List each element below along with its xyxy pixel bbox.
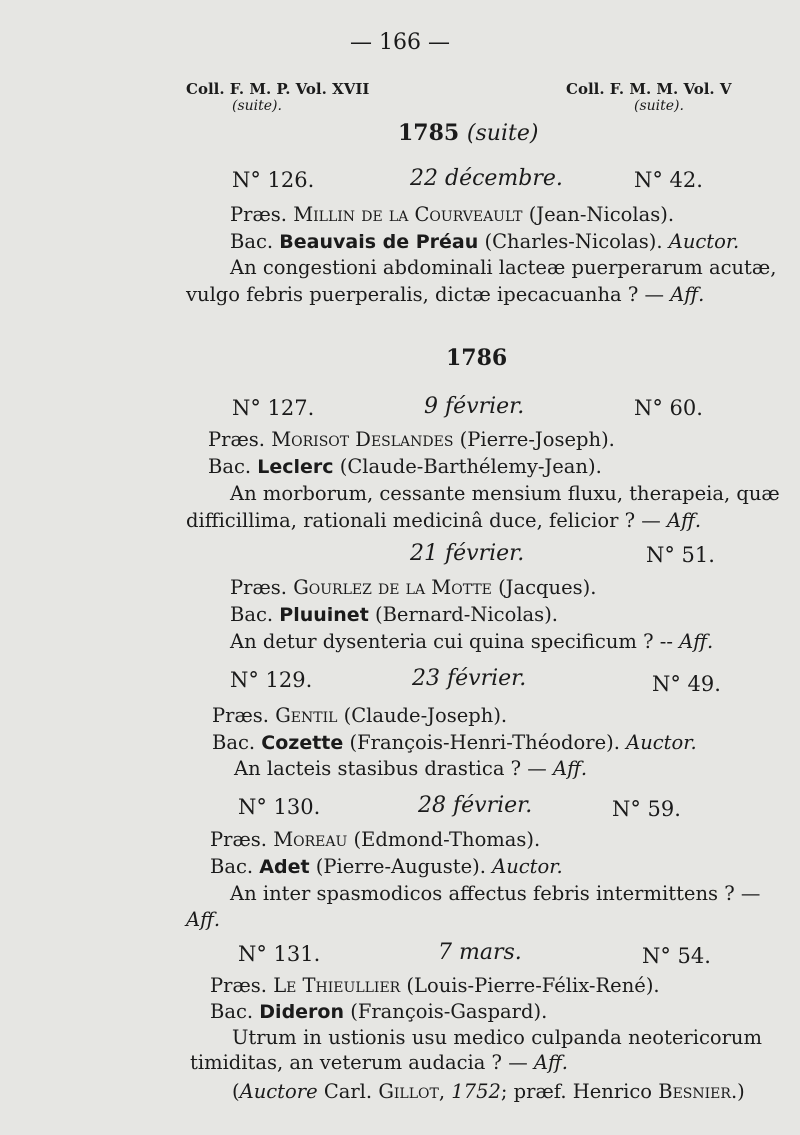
entry-130-question-line-1: An inter spasmodicos affectus febris intermittens ? — (230, 882, 761, 905)
bac-firstname: (Bernard-Nicolas). (374, 603, 558, 626)
entry-127-date: 9 février. (424, 394, 525, 419)
praeses-label: Præs. (208, 428, 265, 451)
bac-label: Bac. (212, 731, 256, 754)
entry-129-baccalaureus (212, 731, 697, 754)
praeses-name: Gourlez de la Motte (293, 576, 492, 599)
bac-name: Dideron (259, 1001, 345, 1023)
question-aff: Aff. (553, 757, 588, 780)
question-aff: Aff. (670, 283, 705, 306)
question-text: timiditas, an veterum audacia ? — (190, 1051, 528, 1074)
bac-firstname: (Claude-Barthélemy-Jean). (339, 455, 602, 478)
entry-126-baccalaureus (230, 230, 739, 253)
entry-126-question-line-1: An congestioni abdominali lacteæ puerperarum acutæ, (230, 256, 777, 279)
year-value: 1785 (398, 120, 460, 146)
entry-130-praeses (210, 828, 540, 851)
entry-127-question-line-1: An morborum, cessante mensium fluxu, therapeia, quæ (230, 482, 780, 505)
page-number: — 166 — (350, 30, 450, 55)
praeses-firstname: (Jacques). (498, 576, 597, 599)
note-close: .) (730, 1080, 745, 1103)
entry-129-number-left: N° 129. (230, 668, 313, 692)
entry-130-question-aff: Aff. (186, 908, 221, 931)
bac-label: Bac. (210, 855, 254, 878)
entry-127-number-left: N° 127. (232, 396, 315, 420)
question-aff: Aff. (667, 509, 702, 532)
praeses-name: Moreau (273, 828, 348, 851)
entry-131-question-line-1: Utrum in ustionis usu medico culpanda neotericorum (232, 1026, 762, 1049)
entry-131-baccalaureus (210, 1000, 547, 1023)
entry-131-number-left: N° 131. (238, 942, 321, 966)
note-auctore: Auctore (239, 1080, 318, 1103)
note-gillot: Gillot, (378, 1080, 446, 1103)
note-besnier: Besnier (658, 1080, 731, 1103)
entry-131-question-line-2 (190, 1051, 568, 1074)
bac-firstname: (François-Henri-Théodore). (349, 731, 620, 754)
praeses-name: Gentil (275, 704, 338, 727)
entry-126-praeses (230, 203, 674, 226)
praeses-label: Præs. (230, 203, 287, 226)
praeses-name: Le Thieullier (273, 974, 401, 997)
bac-auctor: Auctor. (492, 855, 563, 878)
entry-130-number-left: N° 130. (238, 795, 321, 819)
entry-131-praeses (210, 974, 660, 997)
entry-130-date: 28 février. (418, 793, 533, 818)
bac-firstname: (Pierre-Auguste). (315, 855, 486, 878)
question-text: vulgo febris puerperalis, dictæ ipecacuanha ? — (186, 283, 664, 306)
praeses-label: Præs. (210, 828, 267, 851)
entry-126-question-line-2 (186, 283, 704, 306)
question-aff: Aff. (533, 1051, 569, 1074)
year-suite: (suite) (466, 121, 539, 146)
bac-name: Pluuinet (279, 604, 369, 626)
bac-label: Bac. (230, 230, 274, 253)
praeses-firstname: (Louis-Pierre-Félix-René). (406, 974, 660, 997)
entry-126-number-left: N° 126. (232, 168, 315, 192)
entry-128-date: 21 février. (410, 541, 525, 566)
note-year: 1752 (451, 1080, 501, 1103)
entry-129-praeses (212, 704, 507, 727)
bac-name: Beauvais de Préau (279, 231, 479, 253)
bac-auctor: Auctor. (626, 731, 697, 754)
entry-131-date: 7 mars. (438, 940, 522, 965)
entry-127-praeses (208, 428, 615, 451)
header-left-title: Coll. F. M. P. Vol. XVII (186, 80, 370, 98)
question-text: An detur dysenteria cui quina specificum ? -- (230, 630, 673, 653)
bac-name: Cozette (261, 732, 344, 754)
entry-129-number-right: N° 49. (652, 672, 721, 696)
header-right-subtitle: (suite). (634, 98, 684, 114)
entry-128-number-right: N° 51. (646, 543, 715, 567)
entry-129-question (234, 757, 587, 780)
bac-label: Bac. (210, 1000, 254, 1023)
bac-firstname: (François-Gaspard). (350, 1000, 548, 1023)
praeses-label: Præs. (210, 974, 267, 997)
year-heading-1786: 1786 (446, 345, 508, 371)
praeses-firstname: (Pierre-Joseph). (459, 428, 615, 451)
bac-label: Bac. (208, 455, 252, 478)
note-open: ( (232, 1080, 240, 1103)
bac-firstname: (Charles-Nicolas). (484, 230, 663, 253)
entry-130-number-right: N° 59. (612, 797, 681, 821)
bac-label: Bac. (230, 603, 274, 626)
entry-128-question (230, 630, 713, 653)
entry-127-baccalaureus (208, 455, 602, 478)
praeses-name: Morisot Deslandes (271, 428, 454, 451)
header-left-subtitle: (suite). (232, 98, 282, 114)
praeses-firstname: (Jean-Nicolas). (528, 203, 675, 226)
entry-128-praeses (230, 576, 596, 599)
entry-131-number-right: N° 54. (642, 944, 711, 968)
entry-128-baccalaureus (230, 603, 558, 626)
praeses-firstname: (Edmond-Thomas). (353, 828, 541, 851)
entry-129-date: 23 février. (412, 666, 527, 691)
note-carl: Carl. (323, 1080, 373, 1103)
entry-127-question-line-2 (186, 509, 701, 532)
year-heading-1785 (398, 120, 538, 146)
question-text: An lacteis stasibus drastica ? — (234, 757, 547, 780)
bac-name: Leclerc (257, 456, 334, 478)
praeses-label: Præs. (230, 576, 287, 599)
praeses-label: Præs. (212, 704, 269, 727)
entry-127-number-right: N° 60. (634, 396, 703, 420)
praeses-firstname: (Claude-Joseph). (343, 704, 508, 727)
note-praef: ; præf. Henrico (500, 1080, 653, 1103)
entry-126-number-right: N° 42. (634, 168, 703, 192)
bac-name: Adet (259, 856, 310, 878)
question-aff: Aff. (679, 630, 714, 653)
bac-auctor: Auctor. (668, 230, 740, 253)
praeses-name: Millin de la Courveault (293, 203, 523, 226)
entry-126-date: 22 décembre. (410, 166, 563, 191)
entry-131-note (232, 1080, 745, 1103)
question-text: difficillima, rationali medicinâ duce, felicior ? — (186, 509, 661, 532)
header-right-title: Coll. F. M. M. Vol. V (566, 80, 732, 98)
entry-130-baccalaureus (210, 855, 563, 878)
